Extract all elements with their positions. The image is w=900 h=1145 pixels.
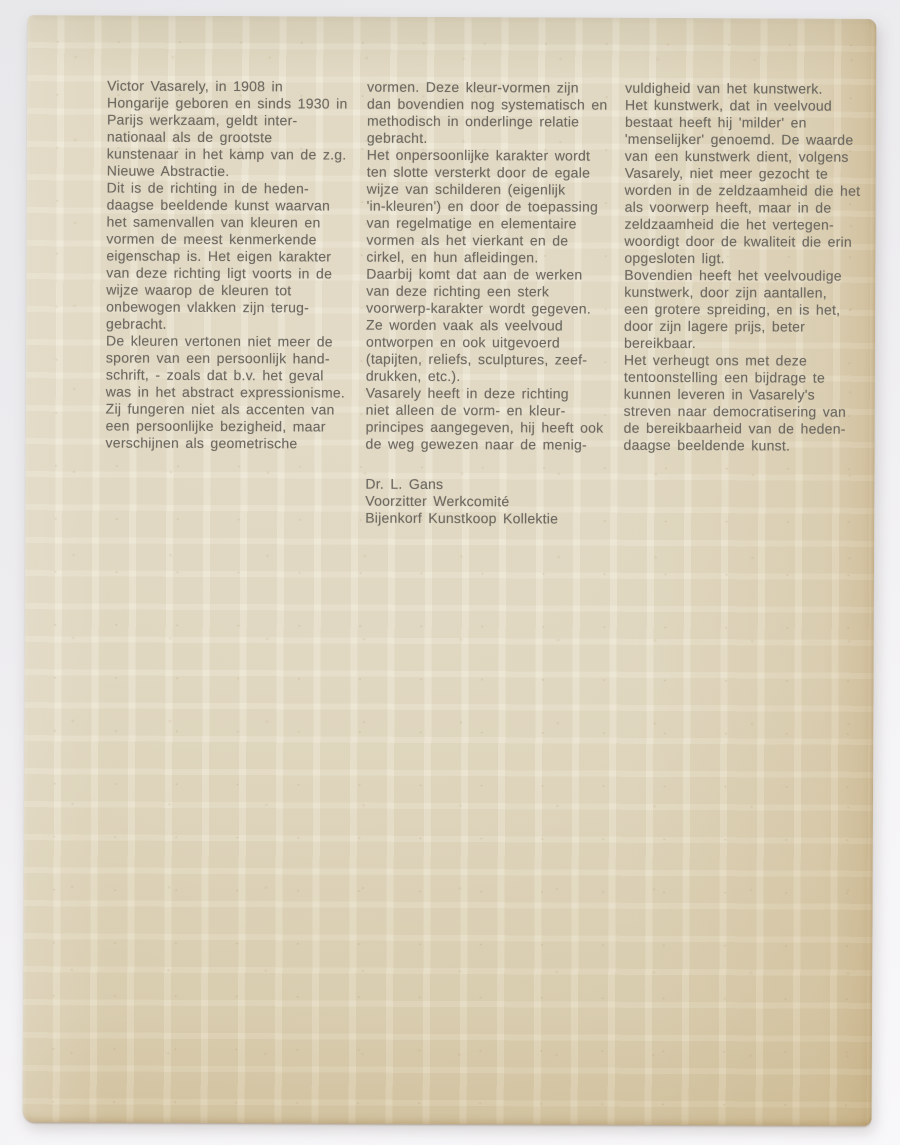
text-line: een grotere spreiding, en is het, bbox=[624, 300, 841, 318]
text-line: Het onpersoonlijke karakter wordt bbox=[366, 146, 591, 164]
text-line: kunnen leveren in Vasarely's bbox=[623, 385, 815, 403]
text-line: bestaat heeft hij 'milder' en bbox=[624, 113, 807, 131]
text-line: sporen van een persoonlijk hand- bbox=[105, 349, 330, 367]
text-line: Dit is de richting in de heden- bbox=[106, 179, 309, 197]
text-line: cirkel, en hun afleidingen. bbox=[366, 248, 539, 266]
text-line: de bereikbaarheid van de heden- bbox=[623, 419, 846, 437]
text-line: methodisch in onderlinge relatie bbox=[366, 112, 580, 130]
text-line: vormen de meest kenmerkende bbox=[106, 230, 317, 248]
text-line: opgesloten ligt. bbox=[624, 249, 725, 267]
text-line: ontworpen en ook uitgevoerd bbox=[365, 333, 560, 351]
text-line: tentoonstelling een bijdrage te bbox=[623, 368, 826, 386]
text-line: de weg gewezen naar de menig- bbox=[365, 435, 587, 453]
text-line: Vasarely heeft in deze richting bbox=[365, 384, 569, 402]
text-column-2 bbox=[365, 79, 619, 528]
text-line: bereikbaar. bbox=[623, 334, 697, 352]
text-line: zeldzaamheid die het vertegen- bbox=[624, 215, 835, 233]
text-line: nationaal als de grootste bbox=[106, 128, 273, 146]
text-line: eigenschap is. Het eigen karakter bbox=[106, 247, 332, 265]
text-line: Daarbij komt dat aan de werken bbox=[366, 265, 583, 283]
text-line: kunstwerk, door zijn aantallen, bbox=[624, 283, 827, 301]
text-line: van een kunstwerk dient, volgens bbox=[624, 147, 849, 165]
text-line: (tapijten, reliefs, sculptures, zeef- bbox=[365, 350, 588, 368]
text-line: Hongarije geboren en sinds 1930 in bbox=[107, 94, 348, 112]
text-line: Ze worden vaak als veelvoud bbox=[366, 316, 563, 334]
text-line: vormen. Deze kleur-vormen zijn bbox=[367, 78, 579, 96]
text-line: 'in-kleuren') en door de toepassing bbox=[366, 197, 599, 215]
text-line: het samenvallen van kleuren en bbox=[106, 213, 321, 231]
text-line: van regelmatige en elementaire bbox=[366, 214, 577, 232]
text-line: een persoonlijke bezigheid, maar bbox=[105, 417, 326, 435]
text-line: drukken, etc.). bbox=[365, 367, 461, 385]
text-line: wijze waarop de kleuren tot bbox=[106, 281, 292, 299]
text-line: als voorwerp heeft, maar in de bbox=[624, 198, 832, 216]
text-line: voorwerp-karakter wordt gegeven. bbox=[366, 299, 592, 317]
text-line: Vasarely, niet meer gezocht te bbox=[624, 164, 829, 182]
text-line: kunstenaar in het kamp van de z.g. bbox=[106, 145, 347, 163]
text-line: verschijnen als geometrische bbox=[105, 434, 298, 452]
text-line: onbewogen vlakken zijn terug- bbox=[106, 298, 310, 316]
text-line: gebracht. bbox=[366, 129, 428, 146]
signature-line: Dr. L. Gans bbox=[365, 475, 444, 492]
text-line: Victor Vasarely, in 1908 in bbox=[107, 77, 284, 95]
text-line: van deze richting ligt voorts in de bbox=[106, 264, 333, 282]
text-line: De kleuren vertonen niet meer de bbox=[105, 332, 333, 350]
text-line: Bovendien heeft het veelvoudige bbox=[624, 266, 842, 284]
text-line: gebracht. bbox=[106, 315, 167, 332]
text-line: Zij fungeren niet als accenten van bbox=[105, 400, 335, 418]
text-line: Parijs werkzaam, geldt inter- bbox=[106, 111, 298, 129]
text-line: Nieuwe Abstractie. bbox=[106, 162, 230, 180]
text-line: daagse beeldende kunst. bbox=[623, 436, 791, 454]
text-line: schrift, - zoals dat b.v. het geval bbox=[105, 366, 324, 384]
text-line: was in het abstract expressionisme. bbox=[105, 383, 346, 401]
text-column-1 bbox=[106, 78, 360, 453]
text-line: vormen als het vierkant en de bbox=[366, 231, 569, 249]
catalog-page bbox=[23, 15, 877, 1126]
text-line: vuldigheid van het kunstwerk. bbox=[625, 79, 823, 97]
text-column-3 bbox=[624, 80, 886, 455]
text-line: principes aangegeven, hij heeft ook bbox=[365, 418, 604, 436]
text-line: door zijn lagere prijs, beter bbox=[624, 317, 806, 335]
text-line: daagse beeldende kunst waarvan bbox=[106, 196, 331, 214]
text-line: streven naar democratisering van bbox=[623, 402, 847, 420]
signature-block bbox=[365, 476, 617, 528]
text-line: 'menselijker' genoemd. De waarde bbox=[624, 130, 854, 148]
text-line: Het verheugt ons met deze bbox=[623, 351, 808, 369]
signature-line: Voorzitter Werkcomité bbox=[365, 492, 510, 510]
text-line: woordigt door de kwaliteit die erin bbox=[624, 232, 853, 250]
signature-line: Bijenkorf Kunstkoop Kollektie bbox=[365, 509, 559, 527]
text-line: dan bovendien nog systematisch en bbox=[367, 95, 608, 113]
text-line: ten slotte versterkt door de egale bbox=[366, 163, 591, 181]
text-line: Het kunstwerk, dat in veelvoud bbox=[624, 96, 833, 114]
text-line: van deze richting een sterk bbox=[366, 282, 550, 300]
text-line: wijze van schilderen (eigenlijk bbox=[366, 180, 566, 198]
text-line: niet alleen de vorm- en kleur- bbox=[365, 401, 566, 419]
column-2-paragraphs bbox=[366, 79, 620, 454]
text-line: worden in de zeldzaamheid die het bbox=[624, 181, 861, 199]
